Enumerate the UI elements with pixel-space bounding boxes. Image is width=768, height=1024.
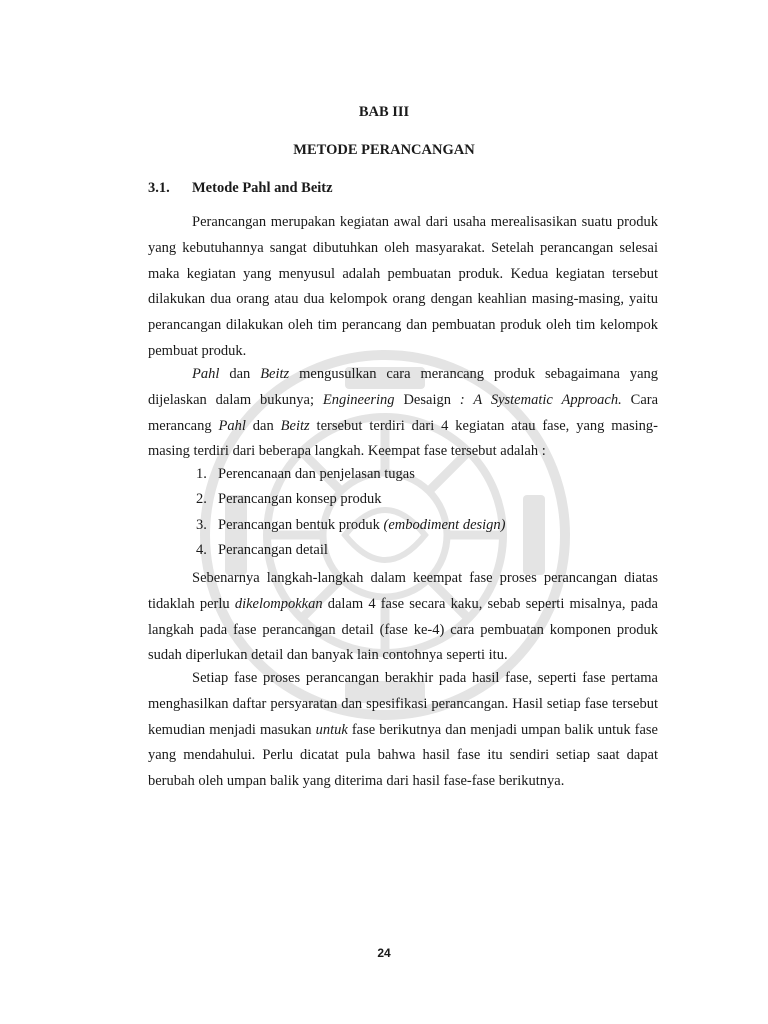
paragraph-3-part-1: Sebenarnya langkah-langkah dalam keempat fase proses perancangan diatas tidaklah perlu — [148, 570, 658, 612]
term-pahl: Pahl — [192, 366, 220, 382]
section-title: Metode Pahl and Beitz — [192, 180, 333, 196]
paragraph-2-part-1: mengusulkan cara merancang produk sebagaimana yang dijelaskan dalam bukunya; — [148, 366, 659, 408]
list-item-italic: (embodiment design) — [383, 516, 506, 533]
chapter-title: METODE PERANCANGAN — [293, 142, 475, 158]
list-item-label: Perancangan bentuk produk — [218, 516, 384, 533]
list-item-number: 1. — [196, 466, 207, 482]
paragraph-2-part-3: tersebut terdiri dari 4 kegiatan atau fase, yang masing-masing terdiri dari beberapa langkah. Keempat fase tersebut adalah : — [148, 417, 659, 460]
paragraph-1 — [148, 210, 658, 365]
list-item-text — [218, 513, 506, 538]
term-pahl-2: Pahl — [218, 417, 246, 434]
list-item-text — [218, 538, 328, 563]
section-number: 3.1. — [148, 180, 170, 196]
list-item — [196, 462, 616, 487]
paragraph-4-part-1: Setiap fase proses perancangan berakhir pada hasil fase, seperti fase pertama menghasilkan daftar persyaratan dan spesifikasi perancangan. Hasil setiap fase tersebut kemudian menjadi masukan — [148, 670, 658, 738]
book-title-desaign: Desaign — [394, 391, 460, 408]
paragraph-4-part-2: fase berikutnya dan menjadi umpan balik untuk fase yang mendahului. Perlu dicatat pula bahwa hasil fase itu sendiri setiap saat dapat berubah oleh umpan balik yang diterima dari hasil fase-fase berikutnya. — [148, 721, 658, 790]
list-item-label: Perancangan konsep produk — [218, 491, 382, 508]
list-item — [196, 513, 616, 538]
term-dikelompokkan: dikelompokkan — [234, 595, 323, 612]
book-title-engineering: Engineering — [322, 391, 395, 408]
list-item-number: 4. — [196, 542, 207, 559]
page-number: 24 — [377, 946, 391, 960]
paragraph-3 — [148, 566, 658, 669]
list-item-text — [218, 487, 381, 512]
list-item-label: Perancangan detail — [218, 542, 328, 559]
term-beitz: Beitz — [260, 366, 290, 382]
list-item-number: 2. — [196, 491, 207, 508]
list-item — [196, 538, 616, 563]
paragraph-2 — [148, 362, 658, 465]
paragraph-1-text: Perancangan merupakan kegiatan awal dari usaha merealisasikan suatu produk yang kebutuhannya sangat dibutuhkan oleh masyarakat. Setelah perancangan selesai maka kegiatan yang menyusul adalah pembuatan produk. Kedua kegiatan tersebut dilakukan dua orang atau dua kelompok orang dengan keahlian masing-masing, yaitu perancangan dilakukan oleh tim perancang dan pembuatan produk oleh tim kelompok pembuat produk. — [148, 214, 658, 359]
list-item-number: 3. — [196, 516, 207, 533]
term-beitz-2: Beitz — [280, 417, 310, 434]
term-untuk: untuk — [315, 721, 348, 738]
paragraph-3-part-2: dalam 4 fase secara kaku, sebab seperti misalnya, pada langkah pada fase perancangan detail (fase ke-4) cara pembuatan komponen produk sudah diperlukan detail dan banyak lain contohnya seperti itu. — [148, 595, 658, 664]
list-item-text — [218, 462, 415, 487]
section-heading — [148, 180, 333, 197]
text-dan-2: dan — [245, 417, 281, 434]
paragraph-4 — [148, 666, 658, 795]
book-title-systematic: : A Systematic Approach. — [459, 391, 622, 408]
paragraph-3-text — [148, 566, 658, 669]
text-dan: dan — [219, 366, 261, 382]
paragraph-2-text — [148, 362, 658, 465]
paragraph-2-part-2: Cara merancang — [148, 391, 659, 434]
phase-list — [196, 462, 616, 564]
list-item — [196, 487, 616, 512]
chapter-heading: BAB III — [358, 104, 410, 120]
list-item-label: Perencanaan dan penjelasan tugas — [218, 466, 415, 482]
paragraph-4-text — [148, 666, 658, 795]
